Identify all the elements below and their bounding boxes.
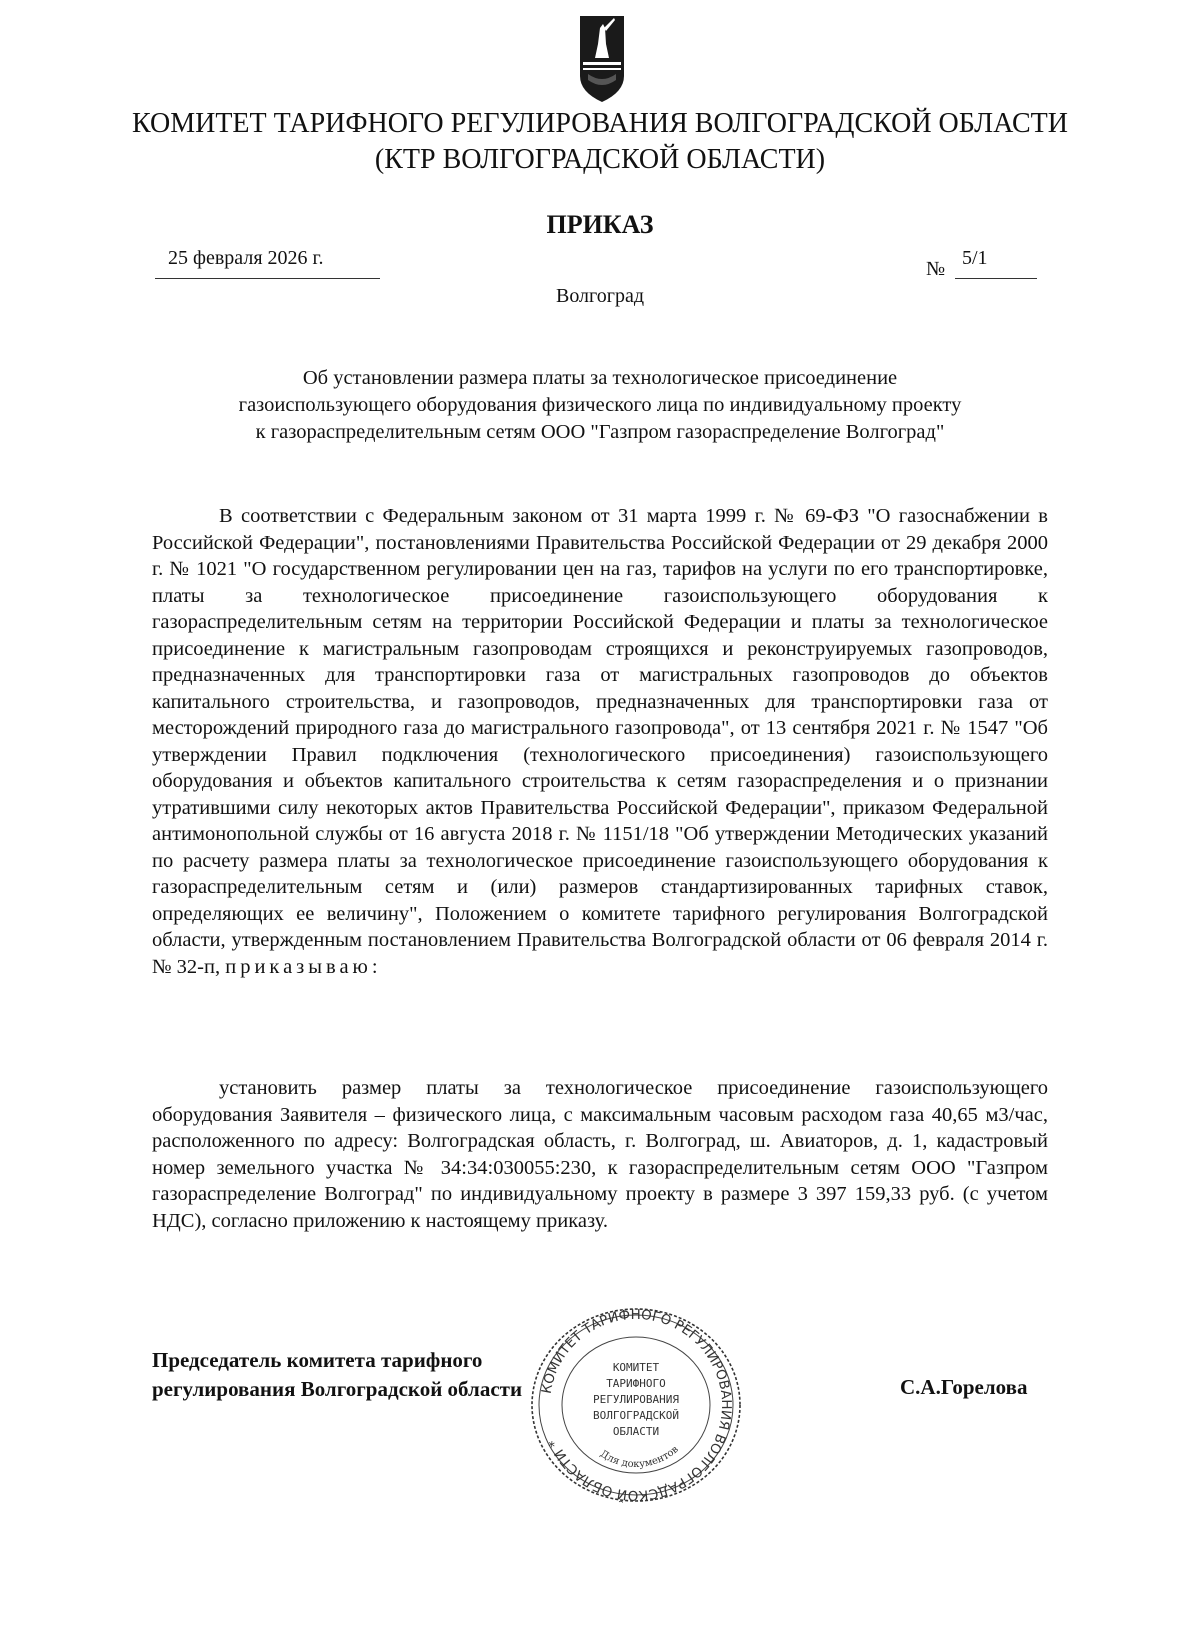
document-type: ПРИКАЗ bbox=[546, 210, 654, 239]
signer-position-line: Председатель комитета тарифного bbox=[152, 1348, 483, 1372]
official-seal bbox=[528, 1305, 744, 1505]
signer-position bbox=[152, 1346, 522, 1404]
city: Волгоград bbox=[555, 285, 645, 307]
seal-center-line: ОБЛАСТИ bbox=[612, 1425, 660, 1438]
order-paragraph: установить размер платы за технологическое присоединение газоиспользующего оборудования Заявителя – физического лица, с максимальным часовым расходом газа 40,65 м3/час, расположенного по адресу: Волгоградская область, г. Волгоград, ш. Авиаторов, д. 1, кадастровый номер земельного участка № 34:34:030055:230, к газораспределительным сетям ООО "Газпром газораспределение Волгоград" по индивидуальному проекту в размере 3 397 159,33 руб. (с учетом НДС), согласно приложению к настоящему приказу. bbox=[152, 1077, 1048, 1232]
signer-position-line: регулирования Волгоградской области bbox=[152, 1377, 523, 1401]
organization-abbreviation: (КТР ВОЛГОГРАДСКОЙ ОБЛАСТИ) bbox=[374, 144, 826, 175]
seal-center-line: КОМИТЕТ bbox=[612, 1361, 660, 1374]
number-underline bbox=[955, 278, 1037, 279]
order-number-label: № bbox=[926, 258, 946, 280]
organization-name: КОМИТЕТ ТАРИФНОГО РЕГУЛИРОВАНИЯ ВОЛГОГРАДСКОЙ ОБЛАСТИ bbox=[132, 108, 1068, 139]
order-subject bbox=[150, 365, 1050, 446]
date-underline bbox=[155, 278, 380, 279]
seal-bottom-textpath: Для документов bbox=[597, 1443, 681, 1471]
order-date: 25 февраля 2026 г. bbox=[168, 247, 324, 269]
subject-line: газоиспользующего оборудования физического лица по индивидуальному проекту bbox=[238, 394, 962, 416]
order-number: 5/1 bbox=[962, 247, 988, 269]
order-word: приказываю: bbox=[225, 955, 382, 978]
coat-of-arms-emblem bbox=[578, 14, 626, 106]
subject-line: к газораспределительным сетям ООО "Газпром газораспределение Волгоград" bbox=[255, 421, 945, 443]
seal-center-line: ВОЛГОГРАДСКОЙ bbox=[592, 1409, 680, 1422]
seal-outer-textpath: КОМИТЕТ ТАРИФНОГО РЕГУЛИРОВАНИЯ ВОЛГОГРАДСКОЙ ОБЛАСТИ * bbox=[538, 1306, 735, 1504]
seal-center-line: РЕГУЛИРОВАНИЯ bbox=[592, 1393, 680, 1406]
preamble-paragraph bbox=[152, 503, 1048, 980]
signer-name: С.А.Горелова bbox=[900, 1375, 1028, 1399]
preamble-text: В соответствии с Федеральным законом от 31 марта 1999 г. № 69-ФЗ "О газоснабжении в Российской Федерации", постановлениями Правительства Российской Федерации от 29 декабря 2000 г. № 1021 "О государственном регулировании цен на газ, тарифов на услуги по его транспортировке, платы за технологическое присоединение газоиспользующего оборудования к газораспределительным сетям на территории Российской Федерации и платы за технологическое присоединение к магистральным газопроводам строящихся и реконструируемых газопроводов, предназначенных для транспортировки газа от магистральных газопроводов до объектов капитального строительства, и газопроводов, предназначенных для транспортировки газа от месторождений природного газа до магистрального газопровода", от 13 сентября 2021 г. № 1547 "Об утверждении Правил подключения (технологического присоединения) газоиспользующего оборудования и объектов капитального строительства к сетям газораспределения и о признании утратившими силу некоторых актов Правительства Российской Федерации", приказом Федеральной антимонопольной службы от 16 августа 2018 г. № 1151/18 "Об утверждении Методических указаний по расчету размера платы за технологическое присоединение газоиспользующего оборудования к газораспределительным сетям и (или) размеров стандартизированных тарифных ставок, определяющих ее величину", Положением о комитете тарифного регулирования Волгоградской области, утвержденным постановлением Правительства Волгоградской области от 06 февраля 2014 г. № 32-п, bbox=[152, 505, 1048, 978]
seal-center-line: ТАРИФНОГО bbox=[606, 1377, 666, 1390]
subject-line: Об установлении размера платы за технологическое присоединение bbox=[302, 367, 898, 389]
